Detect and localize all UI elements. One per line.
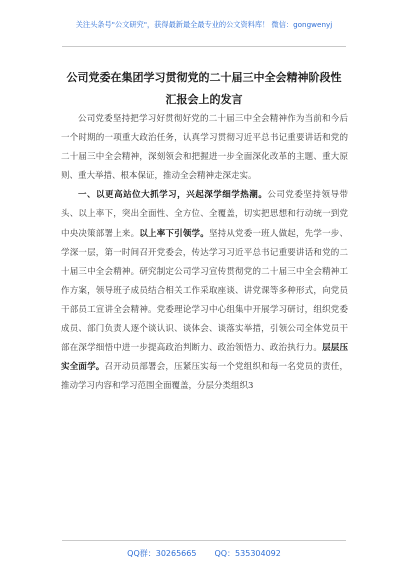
intro-paragraph: 公司党委坚持把学习好贯彻好党的二十届三中全会精神作为当前和今后一个时期的一项重大政治任务，认真学习贯彻习近平总书记重要讲话和党的二十届三中全会精神，深刻领会和把握进一步全面深化改革的主题、重大原则、重大举措、根本保证，推动全会精神走深走实。	[61, 114, 348, 182]
footer-qq: QQ：535304092	[214, 549, 281, 558]
header-divider	[62, 46, 346, 47]
footer-divider	[62, 540, 346, 541]
section-one-paragraph	[61, 186, 348, 396]
subpoint-lead-by-example-text: 坚持从党委一班人做起，先学一步、学深一层，第一时间召开党委会，传达学习习近平总书记重要讲话和党的二十届三中全会精神。研究制定公司学习宣传贯彻党的二十届三中全会精神工作方案，领导班子成员结合相关工作采取座谈、讲党课等多种形式，向党员干部员工宣讲全会精神。党委理论学习中心组集中开展学习研讨，组织党委成员、部门负责人逐个谈认识、谈体会、谈落实举措，引领公司全体党员干部在深学细悟中进一步提高政治判断力、政治领悟力、政治执行力。	[61, 228, 348, 354]
document-body	[61, 110, 348, 396]
document-title-line-2: 汇报会上的发言	[165, 93, 243, 106]
footer-qq-group: QQ群：30265665	[127, 549, 197, 558]
section-one-heading: 一、以更高站位大抓学习，兴起深学细学热潮。	[78, 190, 268, 201]
footer-contact	[0, 548, 408, 559]
section-one-text: 公司党委坚持领导带头、以上率下，突出全面性、全方位、全覆盖，切实把思想和行动统一到党中央决策部署上来。	[61, 190, 348, 239]
header-promo-text: 关注头条号"公文研究"，获得最新最全最专业的公文资料库！ 微信：gongwenyj	[75, 20, 333, 29]
subpoint-layered-study-heading: 层层压实全面学。	[61, 343, 348, 373]
document-title-line-1: 公司党委在集团学习贯彻党的二十届三中全会精神阶段性	[66, 71, 342, 84]
subpoint-lead-by-example-heading: 以上率下引领学。	[139, 228, 209, 239]
subpoint-layered-study-text: 召开动员部署会，压紧压实每一个党组织和每一名党员的责任，推动学习内容和学习范围全面覆盖，分层分类组织3	[61, 362, 348, 392]
